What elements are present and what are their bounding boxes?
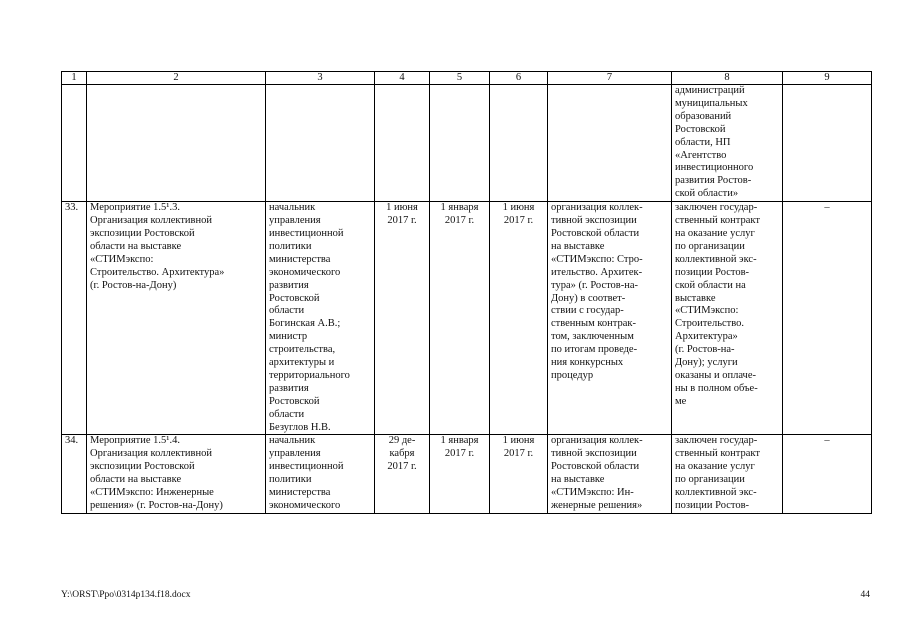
cell-empty xyxy=(375,85,430,202)
cell-actual-result: заключен государ- ственный контракт на оказание услуг по организации коллективной экс- позиции Ростов- ской области на выставке «СТИМэкспо: Строительство. Архитектура» (г. Ростов-на- Дону); услуги оказаны и оплачe- ны в полном объе- ме xyxy=(672,202,783,435)
column-header: 3 xyxy=(266,72,375,85)
cell-result-continued: администраций муниципальных образований Ростовской области, НП «Агентство инвестиционного развития Ростов- ской области» xyxy=(672,85,783,202)
cell-date-plan: 29 де- кабря 2017 г. xyxy=(375,435,430,513)
page-number: 44 xyxy=(860,590,870,600)
column-header: 9 xyxy=(783,72,872,85)
column-header: 2 xyxy=(87,72,266,85)
header-row xyxy=(62,72,872,85)
cell-event: Мероприятие 1.5¹.3. Организация коллективной экспозиции Ростовской области на выставке «СТИМэкспо: Строительство. Архитектура» (г. Ростов-на-Дону) xyxy=(87,202,266,435)
cell-empty xyxy=(266,85,375,202)
column-header: 7 xyxy=(548,72,672,85)
cell-empty xyxy=(430,85,490,202)
cell-date-start: 1 января 2017 г. xyxy=(430,435,490,513)
cell-date-end: 1 июня 2017 г. xyxy=(490,202,548,435)
column-header: 1 xyxy=(62,72,87,85)
document-table xyxy=(61,71,872,514)
table-row xyxy=(62,435,872,513)
cell-responsible: начальник управления инвестиционной политики министерства экономического xyxy=(266,435,375,513)
cell-note: – xyxy=(783,435,872,513)
cell-empty xyxy=(548,85,672,202)
cell-empty xyxy=(783,85,872,202)
column-header: 5 xyxy=(430,72,490,85)
cell-expected-result: организация коллек- тивной экспозиции Ростовской области на выставке «СТИМэкспо: Стро- ительство. Архитек- тура» (г. Ростов-на- Дону) в соответ- ствии с государ- ственным контрак- том, заключенным по итогам проведе- ния конкурсных процедур xyxy=(548,202,672,435)
column-header: 8 xyxy=(672,72,783,85)
cell-expected-result: организация коллек- тивной экспозиции Ростовской области на выставке «СТИМэкспо: Ин- женерные решения» xyxy=(548,435,672,513)
cell-empty xyxy=(87,85,266,202)
cell-row-number: 34. xyxy=(62,435,87,513)
cell-responsible: начальник управления инвестиционной политики министерства экономического развития Ростовской области Богинская А.В.; министр строительства, архитектуры и территориального развития Ростовской области Безуглов Н.В. xyxy=(266,202,375,435)
cell-row-number: 33. xyxy=(62,202,87,435)
cell-event: Мероприятие 1.5¹.4. Организация коллективной экспозиции Ростовской области на выставке «СТИМэкспо: Инженерные решения» (г. Ростов-на-Дону) xyxy=(87,435,266,513)
column-header: 4 xyxy=(375,72,430,85)
cell-actual-result: заключен государ- ственный контракт на оказание услуг по организации коллективной экс- позиции Ростов- xyxy=(672,435,783,513)
cell-date-end: 1 июня 2017 г. xyxy=(490,435,548,513)
column-header: 6 xyxy=(490,72,548,85)
cell-date-start: 1 января 2017 г. xyxy=(430,202,490,435)
cell-empty xyxy=(490,85,548,202)
cell-empty xyxy=(62,85,87,202)
table-row-continuation xyxy=(62,85,872,202)
table-row xyxy=(62,202,872,435)
cell-date-plan: 1 июня 2017 г. xyxy=(375,202,430,435)
footer-file-path: Y:\ORST\Ppo\0314p134.f18.docx xyxy=(61,590,191,600)
cell-note: – xyxy=(783,202,872,435)
